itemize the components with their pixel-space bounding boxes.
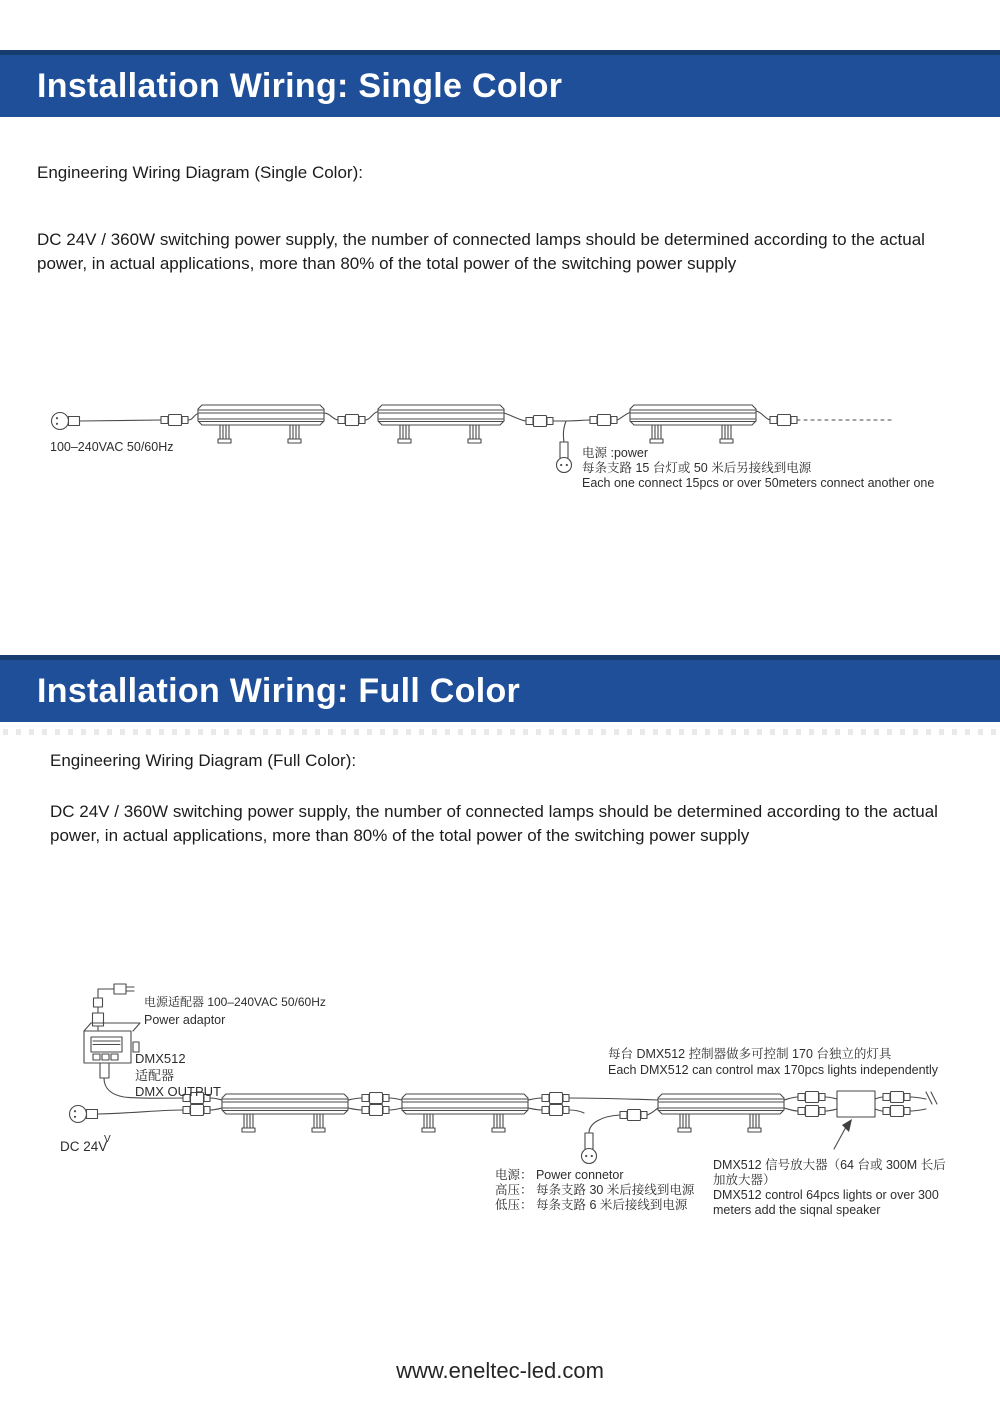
wire — [98, 1110, 183, 1114]
inline-connector-icon — [542, 1093, 569, 1104]
inline-connector-icon — [338, 415, 365, 426]
power-plug-icon — [70, 1106, 98, 1123]
power-plug-icon — [582, 1133, 597, 1164]
paragraph-full-color: DC 24V / 360W switching power supply, the number of connected lamps should be determined according to the actual power, in actual applications, more than 80% of the total power of the switching power supply — [50, 802, 938, 845]
paragraph-single-color: DC 24V / 360W switching power supply, the number of connected lamps should be determined according to the actual power, in actual applications, more than 80% of the total power of the switching power supply — [37, 230, 925, 273]
adaptor-label-cn: 电源适配器 100–240VAC 50/60Hz — [144, 995, 326, 1009]
power-note-line3: 低压： 每条支路 6 米后接线到电源 — [495, 1198, 688, 1212]
inline-connector-icon — [798, 1106, 825, 1117]
arrow-icon — [834, 1119, 852, 1149]
wire — [348, 1108, 362, 1110]
wire — [504, 413, 526, 421]
inline-connector-icon — [620, 1110, 647, 1121]
power-note-line2: 高压： 每条支路 30 米后接线到电源 — [495, 1183, 695, 1197]
wire — [80, 420, 161, 421]
wire — [528, 1098, 542, 1100]
power-note-line2: 每条支路 15 台灯或 50 米后另接线到电源 — [582, 461, 812, 475]
power-plug-icon — [52, 413, 80, 430]
full-color-wiring-diagram — [40, 975, 960, 1225]
inline-connector-icon — [362, 1093, 389, 1104]
power-plug-icon — [557, 442, 572, 473]
dc-voltage-label: DC 24V — [60, 1139, 108, 1154]
inline-connector-icon — [798, 1092, 825, 1103]
amp-note-line1: DMX512 信号放大器（64 台或 300M 长后 — [713, 1158, 946, 1172]
dmx-label-line3: DMX OUTPUT — [135, 1084, 221, 1099]
single-color-wiring-diagram — [30, 385, 970, 505]
wire — [647, 1108, 658, 1115]
wire — [910, 1097, 926, 1099]
wire — [569, 1110, 584, 1113]
wire — [528, 1108, 542, 1110]
subtitle-full-color: Engineering Wiring Diagram (Full Color): — [50, 751, 357, 770]
inline-connector-icon — [94, 998, 103, 1007]
wire — [875, 1097, 883, 1099]
wire — [825, 1097, 837, 1099]
wire — [825, 1109, 837, 1111]
wire — [910, 1109, 926, 1111]
adaptor-label-en: Power adaptor — [144, 1013, 226, 1027]
page-title: Installation Wiring: Full Color — [37, 671, 521, 710]
inline-connector-icon — [93, 1013, 104, 1026]
lamp-bar — [630, 405, 756, 443]
inline-connector-icon — [183, 1105, 210, 1116]
input-voltage-label: 100–240VAC 50/60Hz — [50, 440, 174, 454]
wire — [563, 421, 566, 442]
amp-note-line2: 加放大器） — [713, 1173, 776, 1187]
wire — [784, 1097, 798, 1100]
inline-connector-icon — [770, 415, 797, 426]
amp-note-line3: DMX512 control 64pcs lights or over 300 — [713, 1188, 939, 1202]
lamp-bar — [402, 1094, 528, 1132]
website-footer: www.eneltec-led.com — [396, 1358, 604, 1383]
section-banner-full-color — [0, 655, 1000, 722]
dmx-label-line2: 适配器 — [135, 1068, 175, 1083]
wire — [210, 1108, 222, 1110]
wire — [875, 1109, 883, 1111]
inline-connector-icon — [362, 1105, 389, 1116]
wire — [324, 413, 338, 420]
section-banner-single-color — [0, 50, 1000, 117]
wire — [569, 1098, 658, 1100]
lamp-bar — [378, 405, 504, 443]
banner-artifact-strip — [3, 729, 997, 735]
lamp-bar — [222, 1094, 348, 1132]
inline-connector-icon — [161, 415, 188, 426]
power-note-line1: 电源 :power — [582, 446, 648, 460]
lamp-bar — [658, 1094, 784, 1132]
controller-note-cn: 每台 DMX512 控制器做多可控制 170 台独立的灯具 — [608, 1047, 892, 1061]
wire — [553, 420, 590, 421]
dc-voltage-superscript: V — [104, 1134, 111, 1145]
inline-connector-icon — [526, 416, 553, 427]
power-plug-icon — [114, 984, 126, 994]
break-marks — [926, 1092, 937, 1104]
inline-connector-icon — [590, 415, 617, 426]
wire — [589, 1115, 620, 1133]
wire — [389, 1108, 402, 1110]
inline-connector-icon — [883, 1092, 910, 1103]
page-title: Installation Wiring: Single Color — [37, 66, 563, 105]
wire — [756, 411, 770, 420]
inline-connector-icon — [883, 1106, 910, 1117]
controller-note-en: Each DMX512 can control max 170pcs lights independently — [608, 1063, 939, 1077]
plug-prongs — [126, 987, 134, 991]
dmx-amplifier-box — [837, 1091, 875, 1117]
wire — [389, 1098, 402, 1100]
inline-connector-icon — [542, 1105, 569, 1116]
subtitle-single-color: Engineering Wiring Diagram (Single Color): — [37, 163, 363, 182]
lamp-bar — [198, 405, 324, 443]
amp-note-line4: meters add the siqnal speaker — [713, 1203, 881, 1217]
wire — [617, 412, 631, 420]
power-note-line1: 电源： Power connetor — [495, 1168, 624, 1182]
power-note-line3: Each one connect 15pcs or over 50meters connect another one — [582, 476, 935, 490]
dmx-label-line1: DMX512 — [135, 1051, 186, 1066]
wire — [348, 1098, 362, 1100]
wire — [784, 1108, 798, 1111]
dmx-controller-box — [84, 1023, 140, 1078]
